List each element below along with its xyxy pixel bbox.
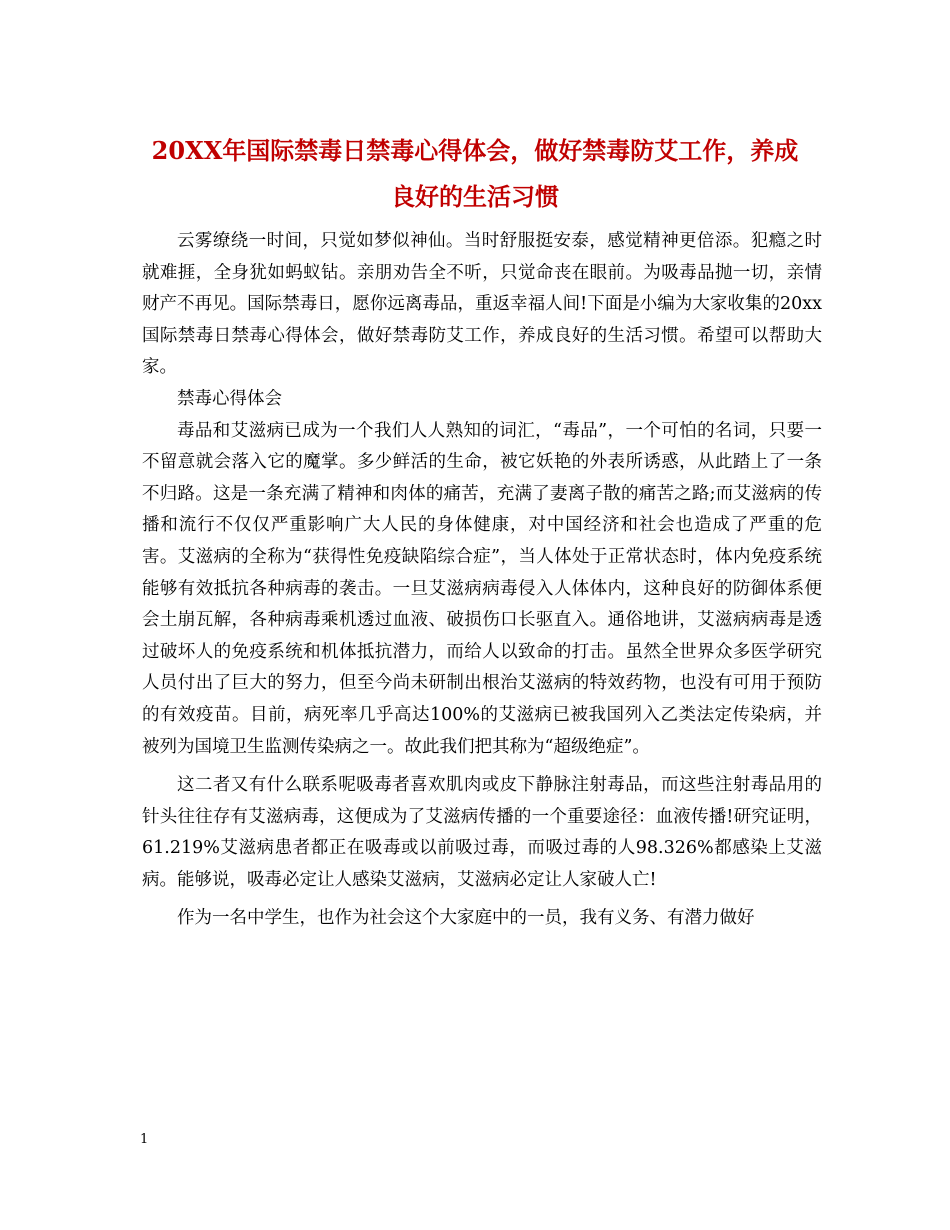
document-title-line-1: 20XX年国际禁毒日禁毒心得体会，做好禁毒防艾工作，养成 — [151, 136, 799, 165]
document-body — [142, 226, 822, 935]
document-title — [120, 128, 830, 220]
paragraph-intro: 云雾缭绕一时间，只觉如梦似神仙。当时舒服挺安泰，感觉精神更倍添。犯瘾之时就难捱，全身犹如蚂蚁钻。亲朋劝告全不听，只觉命丧在眼前。为吸毒品抛一切，亲情财产不再见。国际禁毒日，愿你远离毒品，重返幸福人间!下面是小编为大家收集的20xx国际禁毒日禁毒心得体会，做好禁毒防艾工作，养成良好的生活习惯。希望可以帮助大家。 — [142, 231, 822, 378]
section-heading: 禁毒心得体会 — [177, 388, 282, 409]
document-title-line-2: 良好的生活习惯 — [391, 182, 559, 211]
paragraph-connection: 这二者又有什么联系呢吸毒者喜欢肌肉或皮下静脉注射毒品，而这些注射毒品用的针头往往存有艾滋病毒，这便成为了艾滋病传播的一个重要途径：血液传播!研究证明，61.219%艾滋病患者都正在吸毒或以前吸过毒，而吸过毒的人98.326%都感染上艾滋病。能够说，吸毒必定让人感染艾滋病，艾滋病必定让人家破人亡! — [142, 775, 822, 890]
page-number: 1 — [140, 1132, 149, 1147]
paragraph-student: 作为一名中学生，也作为社会这个大家庭中的一员，我有义务、有潜力做好 — [177, 908, 755, 929]
paragraph-drugs-and-aids: 毒品和艾滋病已成为一个我们人人熟知的词汇，“毒品”，一个可怕的名词，只要一不留意就会落入它的魔掌。多少鲜活的生命，被它妖艳的外表所诱惑，从此踏上了一条不归路。这是一条充满了精神和肉体的痛苦，充满了妻离子散的痛苦之路;而艾滋病的传播和流行不仅仅严重影响广大人民的身体健康，对中国经济和社会也造成了严重的危害。艾滋病的全称为“获得性免疫缺陷综合症”，当人体处于正常状态时，体内免疫系统能够有效抵抗各种病毒的袭击。一旦艾滋病病毒侵入人体体内，这种良好的防御体系便会土崩瓦解，各种病毒乘机透过血液、破损伤口长驱直入。通俗地讲，艾滋病病毒是透过破坏人的免疫系统和机体抵抗潜力，而给人以致命的打击。虽然全世界众多医学研究人员付出了巨大的努力，但至今尚未研制出根治艾滋病的特效药物，也没有可用于预防的有效疫苗。目前，病死率几乎高达100%的艾滋病已被我国列入乙类法定传染病，并被列为国境卫生监测传染病之一。故此我们把其称为“超级绝症”。 — [142, 420, 822, 757]
